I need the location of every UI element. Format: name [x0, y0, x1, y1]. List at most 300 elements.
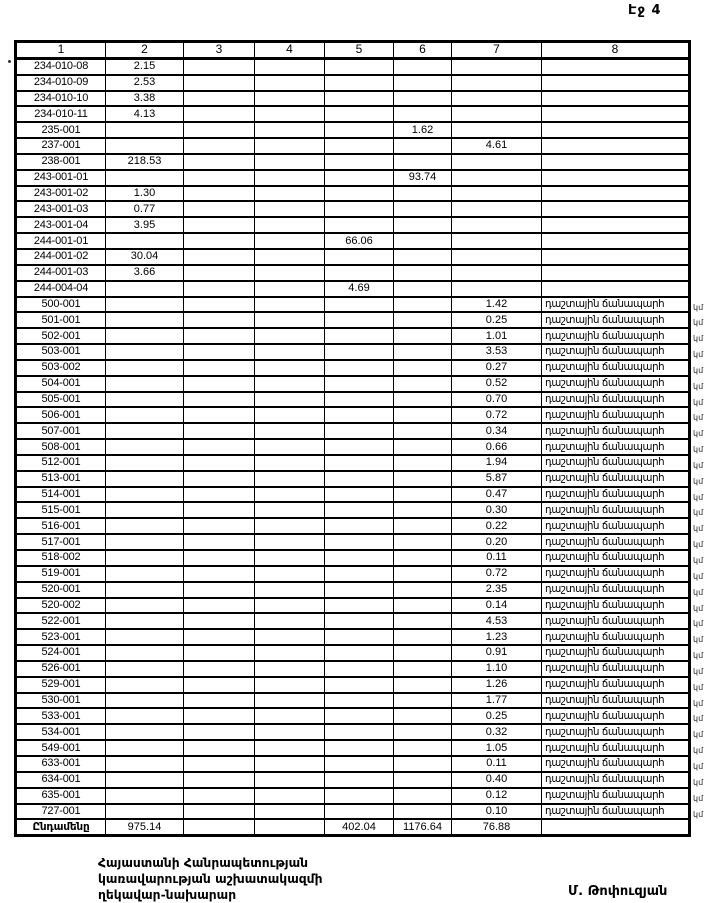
value-cell [325, 392, 394, 408]
value-cell [394, 201, 452, 217]
value-cell [325, 613, 394, 629]
value-cell [394, 613, 452, 629]
value-cell: 0.40 [452, 772, 542, 788]
footer-line: կառավարության աշխատակազմի [98, 872, 323, 886]
value-cell [184, 122, 255, 138]
page-number-label: Էջ 4 [628, 3, 662, 18]
value-cell: 0.66 [452, 439, 542, 455]
table-row [16, 708, 690, 724]
value-cell: 0.25 [452, 708, 542, 724]
value-cell [106, 740, 184, 756]
value-cell [394, 75, 452, 91]
margin-unit-note: կմ [693, 777, 704, 787]
value-cell [255, 502, 325, 518]
road-type-cell: դաշտային ճանապարհ կմ [542, 534, 690, 550]
value-cell [452, 58, 542, 74]
code-cell: 513-001 [16, 471, 106, 487]
table-row [16, 423, 690, 439]
value-cell: 1.77 [452, 693, 542, 709]
value-cell [394, 217, 452, 233]
value-cell [106, 360, 184, 376]
value-cell [106, 724, 184, 740]
value-cell [325, 724, 394, 740]
code-cell: 530-001 [16, 693, 106, 709]
value-cell [184, 455, 255, 471]
value-cell [325, 376, 394, 392]
road-type-cell: դաշտային ճանապարհ կմ [542, 693, 690, 709]
table-row [16, 534, 690, 550]
value-cell [106, 439, 184, 455]
value-cell [184, 756, 255, 772]
value-cell [106, 376, 184, 392]
value-cell [255, 217, 325, 233]
value-cell [394, 740, 452, 756]
value-cell [452, 281, 542, 297]
value-cell: 66.06 [325, 233, 394, 249]
value-cell [394, 756, 452, 772]
table-row [16, 170, 690, 186]
margin-unit-note: կմ [693, 334, 704, 344]
value-cell [394, 804, 452, 820]
value-cell [255, 613, 325, 629]
table-row [16, 360, 690, 376]
value-cell [255, 819, 325, 835]
value-cell [394, 407, 452, 423]
table-row [16, 756, 690, 772]
table-row [16, 693, 690, 709]
margin-unit-note: կմ [693, 492, 704, 502]
table-row [16, 344, 690, 360]
table-row [16, 154, 690, 170]
value-cell [106, 550, 184, 566]
table-row [16, 629, 690, 645]
value-cell [394, 788, 452, 804]
value-cell [325, 661, 394, 677]
scan-artifact-dot [8, 60, 11, 63]
value-cell [394, 471, 452, 487]
road-type-cell: դաշտային ճանապարհ կմ [542, 566, 690, 582]
code-cell: 244-001-03 [16, 265, 106, 281]
value-cell [106, 502, 184, 518]
margin-unit-note: կմ [693, 730, 704, 740]
value-cell [184, 661, 255, 677]
margin-unit-note: կմ [693, 476, 704, 486]
table-row [16, 407, 690, 423]
column-header: 2 [106, 42, 184, 59]
value-cell [184, 392, 255, 408]
value-cell [394, 598, 452, 614]
value-cell [255, 392, 325, 408]
table-row [16, 91, 690, 107]
value-cell [325, 439, 394, 455]
road-type-cell: դաշտային ճանապարհ կմ [542, 756, 690, 772]
value-cell [255, 186, 325, 202]
margin-unit-note: կմ [693, 350, 704, 360]
road-type-cell: դաշտային ճանապարհ կմ [542, 439, 690, 455]
value-cell: 975.14 [106, 819, 184, 835]
value-cell [325, 788, 394, 804]
value-cell [106, 487, 184, 503]
margin-unit-note: կմ [693, 571, 704, 581]
value-cell: 1.62 [394, 122, 452, 138]
value-cell [255, 661, 325, 677]
table-row [16, 582, 690, 598]
code-cell: 503-002 [16, 360, 106, 376]
value-cell [394, 328, 452, 344]
value-cell [184, 740, 255, 756]
value-cell [106, 170, 184, 186]
code-cell: 549-001 [16, 740, 106, 756]
road-type-cell [542, 138, 690, 154]
value-cell [394, 376, 452, 392]
value-cell: 0.52 [452, 376, 542, 392]
code-cell: 502-001 [16, 328, 106, 344]
column-header: 6 [394, 42, 452, 59]
value-cell [394, 534, 452, 550]
table-row [16, 106, 690, 122]
road-type-cell: դաշտային ճանապարհ կմ [542, 376, 690, 392]
code-cell: 520-002 [16, 598, 106, 614]
signature-name: Մ. Թոփուզյան [568, 884, 668, 899]
value-cell [394, 138, 452, 154]
value-cell [325, 407, 394, 423]
margin-unit-note: կմ [693, 302, 704, 312]
value-cell [394, 423, 452, 439]
margin-unit-note: կմ [693, 619, 704, 629]
table-row [16, 281, 690, 297]
value-cell [255, 75, 325, 91]
value-cell [394, 281, 452, 297]
value-cell [255, 91, 325, 107]
value-cell [255, 566, 325, 582]
road-type-cell [542, 154, 690, 170]
value-cell [394, 297, 452, 313]
value-cell [325, 201, 394, 217]
value-cell [325, 106, 394, 122]
value-cell [255, 233, 325, 249]
value-cell [325, 344, 394, 360]
code-cell: 238-001 [16, 154, 106, 170]
table-row [16, 613, 690, 629]
value-cell [394, 344, 452, 360]
value-cell [184, 677, 255, 693]
value-cell [255, 439, 325, 455]
column-header: 4 [255, 42, 325, 59]
code-cell: 520-001 [16, 582, 106, 598]
value-cell: 76.88 [452, 819, 542, 835]
value-cell [106, 518, 184, 534]
value-cell [394, 772, 452, 788]
value-cell [452, 106, 542, 122]
value-cell: 4.61 [452, 138, 542, 154]
value-cell [184, 186, 255, 202]
table-row [16, 328, 690, 344]
table-row [16, 392, 690, 408]
value-cell [452, 91, 542, 107]
value-cell [106, 756, 184, 772]
value-cell: 1.01 [452, 328, 542, 344]
margin-unit-note: կմ [693, 318, 704, 328]
value-cell [325, 740, 394, 756]
value-cell: 1.23 [452, 629, 542, 645]
road-type-cell [542, 91, 690, 107]
value-cell [325, 598, 394, 614]
road-type-cell [542, 233, 690, 249]
value-cell: 4.69 [325, 281, 394, 297]
value-cell: 1.30 [106, 186, 184, 202]
column-header: 1 [16, 42, 106, 59]
value-cell: 0.47 [452, 487, 542, 503]
value-cell [184, 75, 255, 91]
road-type-cell [542, 170, 690, 186]
code-cell: 526-001 [16, 661, 106, 677]
value-cell [255, 740, 325, 756]
value-cell: 5.87 [452, 471, 542, 487]
value-cell [255, 708, 325, 724]
road-type-cell: դաշտային ճանապարհ կմ [542, 344, 690, 360]
table-row [16, 471, 690, 487]
value-cell [325, 423, 394, 439]
value-cell [394, 677, 452, 693]
value-cell [255, 756, 325, 772]
value-cell [255, 376, 325, 392]
value-cell [325, 328, 394, 344]
road-type-cell: դաշտային ճանապարհ կմ [542, 708, 690, 724]
code-cell: 515-001 [16, 502, 106, 518]
value-cell [325, 645, 394, 661]
value-cell [184, 708, 255, 724]
value-cell [255, 265, 325, 281]
value-cell [325, 708, 394, 724]
code-cell: 234-010-08 [16, 58, 106, 74]
value-cell [325, 154, 394, 170]
value-cell [184, 376, 255, 392]
value-cell [394, 645, 452, 661]
value-cell [255, 677, 325, 693]
value-cell: 2.35 [452, 582, 542, 598]
value-cell [325, 58, 394, 74]
road-type-cell: դաշտային ճանապարհ կմ [542, 661, 690, 677]
value-cell [106, 629, 184, 645]
margin-unit-note: կմ [693, 666, 704, 676]
value-cell [184, 819, 255, 835]
value-cell [184, 566, 255, 582]
value-cell [325, 629, 394, 645]
value-cell [325, 566, 394, 582]
value-cell: 402.04 [325, 819, 394, 835]
code-cell: 234-010-11 [16, 106, 106, 122]
value-cell [325, 804, 394, 820]
road-type-cell: դաշտային ճանապարհ կմ [542, 423, 690, 439]
table-row [16, 455, 690, 471]
value-cell [184, 91, 255, 107]
table-row [16, 772, 690, 788]
code-cell: 529-001 [16, 677, 106, 693]
value-cell [394, 455, 452, 471]
value-cell [394, 550, 452, 566]
value-cell [452, 233, 542, 249]
value-cell [394, 693, 452, 709]
road-type-cell: դաշտային ճանապարհ կմ [542, 328, 690, 344]
value-cell [394, 582, 452, 598]
footer-office-block [98, 855, 322, 903]
table-row [16, 518, 690, 534]
table-row [16, 550, 690, 566]
value-cell [106, 582, 184, 598]
value-cell [325, 677, 394, 693]
value-cell [106, 138, 184, 154]
value-cell [184, 693, 255, 709]
code-cell: 518-002 [16, 550, 106, 566]
value-cell [255, 58, 325, 74]
road-type-cell [542, 281, 690, 297]
road-type-cell: դաշտային ճանապարհ կմ [542, 613, 690, 629]
value-cell [452, 217, 542, 233]
value-cell [106, 693, 184, 709]
value-cell [255, 471, 325, 487]
column-header: 3 [184, 42, 255, 59]
road-type-cell: դաշտային ճանապարհ կմ [542, 471, 690, 487]
value-cell: 1.42 [452, 297, 542, 313]
value-cell [184, 518, 255, 534]
value-cell [325, 217, 394, 233]
table-row [16, 265, 690, 281]
margin-unit-note: կմ [693, 587, 704, 597]
margin-unit-note: կմ [693, 556, 704, 565]
code-cell: 243-001-03 [16, 201, 106, 217]
value-cell [255, 550, 325, 566]
value-cell [394, 502, 452, 518]
value-cell [255, 693, 325, 709]
road-type-cell: դաշտային ճանապարհ կմ [542, 582, 690, 598]
table-row [16, 677, 690, 693]
value-cell [106, 534, 184, 550]
code-cell: 243-001-04 [16, 217, 106, 233]
value-cell [394, 518, 452, 534]
margin-unit-note: կմ [693, 508, 704, 518]
table-row [16, 788, 690, 804]
road-type-cell [542, 58, 690, 74]
value-cell: 0.25 [452, 312, 542, 328]
value-cell [184, 534, 255, 550]
value-cell [325, 471, 394, 487]
value-cell [184, 138, 255, 154]
total-label-cell: Ընդամենը [16, 819, 106, 835]
value-cell [106, 471, 184, 487]
value-cell [325, 297, 394, 313]
value-cell [325, 550, 394, 566]
value-cell [184, 170, 255, 186]
table-row [16, 645, 690, 661]
margin-unit-note: կմ [693, 413, 704, 423]
margin-unit-note: կմ [693, 761, 704, 771]
value-cell [394, 708, 452, 724]
value-cell [106, 645, 184, 661]
value-cell [184, 154, 255, 170]
code-cell: 244-004-04 [16, 281, 106, 297]
road-type-cell [542, 122, 690, 138]
value-cell [394, 91, 452, 107]
value-cell [106, 788, 184, 804]
code-cell: 504-001 [16, 376, 106, 392]
value-cell [325, 75, 394, 91]
table-row [16, 312, 690, 328]
value-cell [255, 804, 325, 820]
code-cell: 501-001 [16, 312, 106, 328]
value-cell: 1.05 [452, 740, 542, 756]
margin-unit-note: կմ [693, 635, 704, 645]
road-type-cell: դաշտային ճանապարհ կմ [542, 772, 690, 788]
value-cell [452, 170, 542, 186]
value-cell [325, 186, 394, 202]
table-row [16, 138, 690, 154]
value-cell [325, 265, 394, 281]
road-type-cell: դաշտային ճանապարհ կմ [542, 550, 690, 566]
value-cell: 2.15 [106, 58, 184, 74]
value-cell [255, 281, 325, 297]
main-table [14, 40, 704, 837]
table-row [16, 201, 690, 217]
value-cell [394, 58, 452, 74]
value-cell [106, 312, 184, 328]
road-type-cell [542, 75, 690, 91]
value-cell [106, 122, 184, 138]
column-header: 7 [452, 42, 542, 59]
value-cell: 1.26 [452, 677, 542, 693]
value-cell [255, 788, 325, 804]
table-row [16, 487, 690, 503]
value-cell: 0.12 [452, 788, 542, 804]
margin-unit-note: կմ [693, 460, 704, 470]
table-row [16, 740, 690, 756]
value-cell [106, 344, 184, 360]
value-cell [452, 186, 542, 202]
margin-unit-note: կմ [693, 603, 704, 613]
code-cell: 507-001 [16, 423, 106, 439]
value-cell: 0.91 [452, 645, 542, 661]
table-row [16, 661, 690, 677]
road-type-cell [542, 217, 690, 233]
code-cell: 522-001 [16, 613, 106, 629]
value-cell [255, 645, 325, 661]
value-cell [184, 598, 255, 614]
value-cell: 0.22 [452, 518, 542, 534]
value-cell: 1.94 [452, 455, 542, 471]
road-type-cell: դաշտային ճանապարհ կմ [542, 804, 690, 820]
value-cell [184, 804, 255, 820]
value-cell [184, 360, 255, 376]
value-cell: 0.14 [452, 598, 542, 614]
road-type-cell: դաշտային ճանապարհ կմ [542, 392, 690, 408]
column-header: 5 [325, 42, 394, 59]
road-type-cell: դաշտային ճանապարհ կմ [542, 312, 690, 328]
value-cell [325, 518, 394, 534]
value-cell [325, 756, 394, 772]
road-type-cell: դաշտային ճանապարհ կմ [542, 724, 690, 740]
code-cell: 235-001 [16, 122, 106, 138]
value-cell [452, 75, 542, 91]
value-cell [184, 471, 255, 487]
value-cell [255, 724, 325, 740]
code-cell: 519-001 [16, 566, 106, 582]
footer-line: Հայաստանի Հանրապետության [98, 856, 309, 870]
value-cell [184, 233, 255, 249]
value-cell [255, 534, 325, 550]
code-cell: 500-001 [16, 297, 106, 313]
value-cell: 0.10 [452, 804, 542, 820]
value-cell [255, 170, 325, 186]
value-cell [255, 249, 325, 265]
